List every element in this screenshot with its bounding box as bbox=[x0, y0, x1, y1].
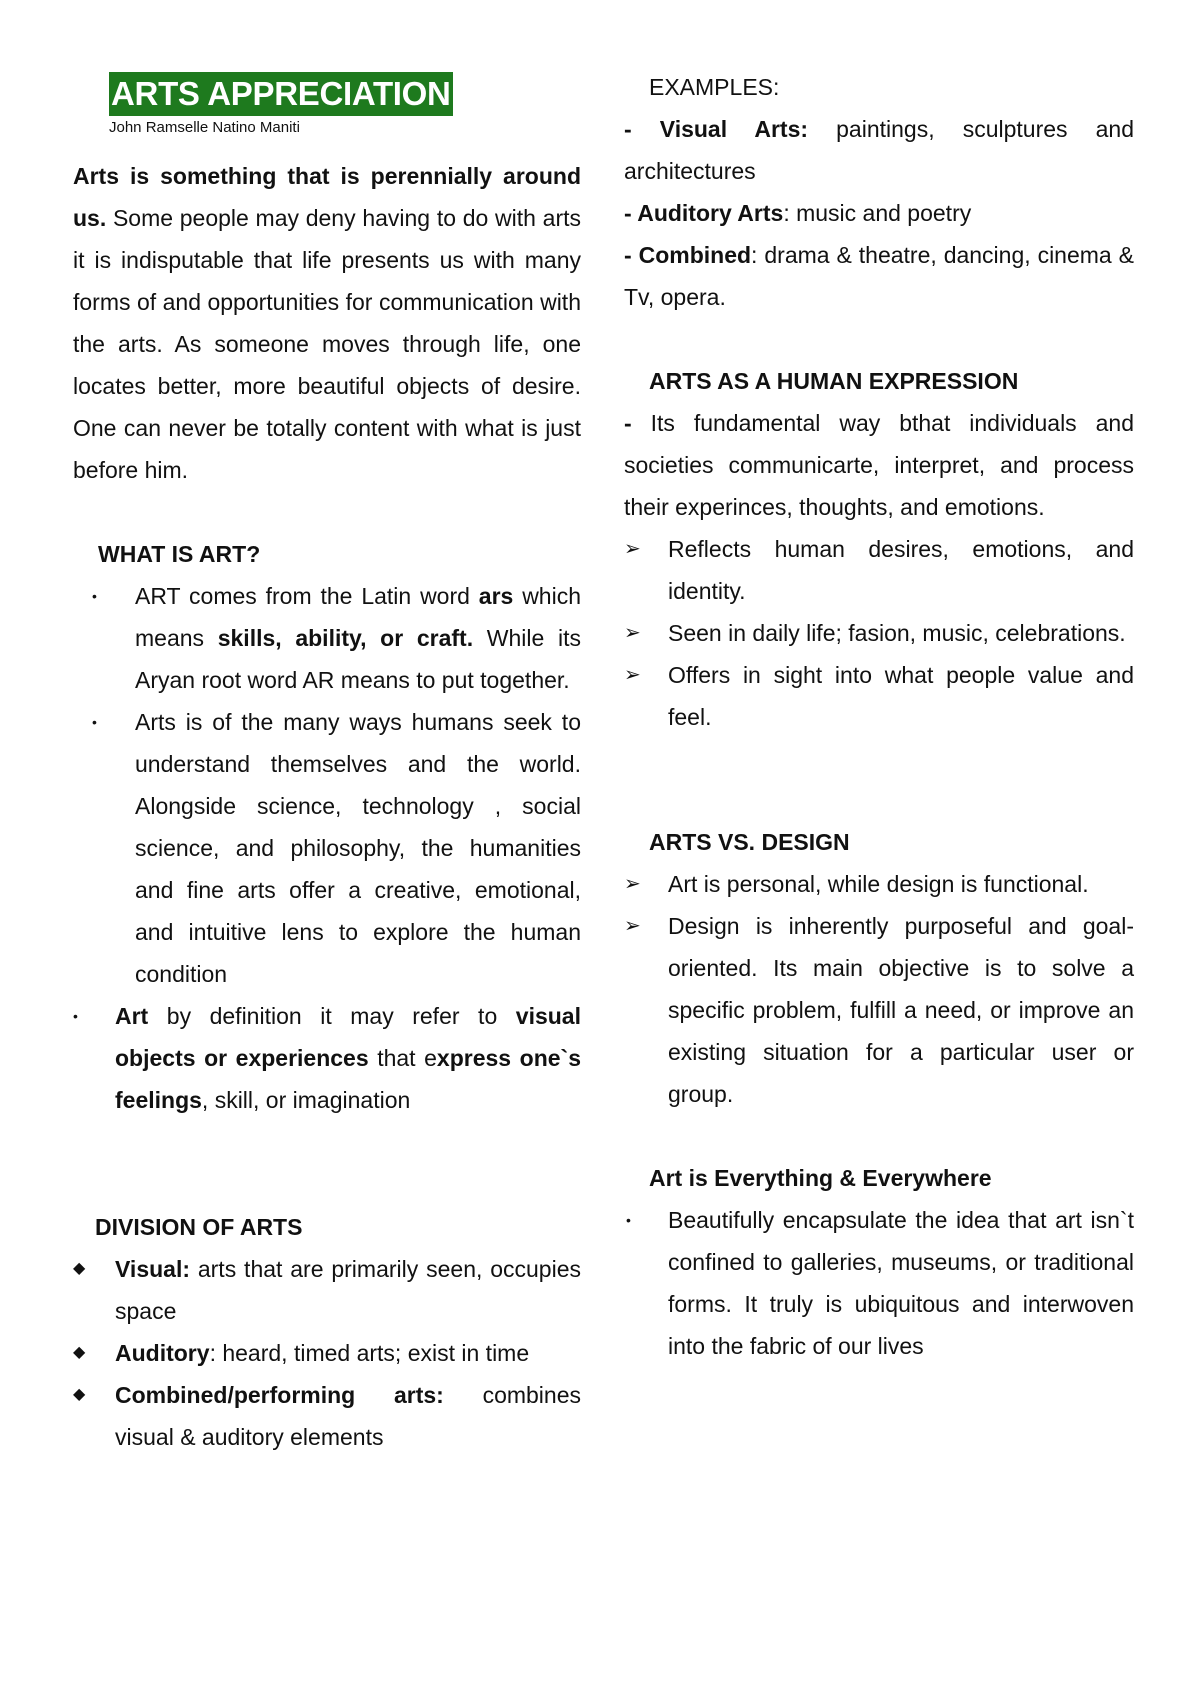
arrowhead-bullet-icon: ➢ bbox=[624, 664, 641, 686]
list-item: ➢ Reflects human desires, emotions, and identity. bbox=[624, 528, 1134, 612]
division-list bbox=[73, 1248, 581, 1458]
list-item: ➢ Seen in daily life; fasion, music, celebrations. bbox=[624, 612, 1134, 654]
human-expression-intro: - Its fundamental way bthat individuals and societies communicarte, interpret, and process their experinces, thoughts, and emotions. bbox=[624, 410, 1134, 520]
examples-list bbox=[624, 108, 1134, 318]
list-item: • Beautifully encapsulate the idea that art isn`t confined to galleries, museums, or traditional forms. It truly is ubiquitous and interwoven into the fabric of our lives bbox=[624, 1199, 1134, 1367]
arrowhead-bullet-icon: ➢ bbox=[624, 873, 641, 895]
list-item: ◆ Combined/performing arts: combines visual & auditory elements bbox=[73, 1374, 581, 1458]
arrowhead-bullet-icon: ➢ bbox=[624, 915, 641, 937]
list-item: ➢ Design is inherently purposeful and goal-oriented. Its main objective is to solve a specific problem, fulfill a need, or improve an existing situation for a particular user or group. bbox=[624, 905, 1134, 1115]
list-item: • Arts is of the many ways humans seek to understand themselves and the world. Alongside science, technology , social science, and philosophy, the humanities and fine arts offer a creative, emotional, and intuitive lens to explore the human condition bbox=[73, 701, 581, 995]
division-heading: DIVISION OF ARTS bbox=[95, 1214, 303, 1240]
list-item: - Combined: drama & theatre, dancing, cinema & Tv, opera. bbox=[624, 242, 1134, 310]
what-is-art-heading: WHAT IS ART? bbox=[98, 541, 261, 567]
human-expression-list bbox=[624, 528, 1134, 738]
arts-vs-design-list bbox=[624, 863, 1134, 1115]
everywhere-list bbox=[624, 1199, 1134, 1367]
list-item: - Visual Arts: paintings, sculptures and architectures bbox=[624, 116, 1134, 184]
title-block bbox=[109, 72, 453, 138]
list-item: ◆ Auditory: heard, timed arts; exist in time bbox=[73, 1332, 581, 1374]
small-bullet-icon: • bbox=[73, 1008, 78, 1024]
small-bullet-icon: • bbox=[626, 1212, 631, 1228]
arrowhead-bullet-icon: ➢ bbox=[624, 622, 641, 644]
diamond-bullet-icon: ◆ bbox=[73, 1344, 86, 1361]
list-item: ➢ Offers in sight into what people value and feel. bbox=[624, 654, 1134, 738]
list-item: • ART comes from the Latin word ars which means skills, ability, or craft. While its Aryan root word AR means to put together. bbox=[73, 575, 581, 701]
list-item: ➢ Art is personal, while design is functional. bbox=[624, 863, 1134, 905]
arrowhead-bullet-icon: ➢ bbox=[624, 538, 641, 560]
intro-bold-lead: Arts is something that is perennially around us. bbox=[73, 163, 581, 231]
list-item: • Art by definition it may refer to visual objects or experiences that express one`s feelings, skill, or imagination bbox=[73, 995, 581, 1121]
everywhere-heading: Art is Everything & Everywhere bbox=[649, 1165, 992, 1191]
arts-vs-design-heading: ARTS VS. DESIGN bbox=[649, 829, 850, 855]
human-expression-heading: ARTS AS A HUMAN EXPRESSION bbox=[649, 368, 1019, 394]
small-bullet-icon: • bbox=[92, 588, 97, 604]
diamond-bullet-icon: ◆ bbox=[73, 1386, 86, 1403]
small-bullet-icon: • bbox=[92, 714, 97, 730]
examples-heading: EXAMPLES: bbox=[649, 74, 780, 100]
list-item: - Auditory Arts: music and poetry bbox=[624, 200, 972, 226]
document-author: John Ramselle Natino Maniti bbox=[109, 119, 300, 136]
intro-paragraph bbox=[73, 155, 581, 491]
diamond-bullet-icon: ◆ bbox=[73, 1260, 86, 1277]
what-is-art-list bbox=[73, 575, 581, 1121]
document-title: ARTS APPRECIATION bbox=[109, 72, 453, 116]
list-item: ◆ Visual: arts that are primarily seen, occupies space bbox=[73, 1248, 581, 1332]
intro-text: Some people may deny having to do with arts it is indisputable that life presents us with many forms of and opportunities for communication with the arts. As someone moves through life, one locates better, more beautiful objects of desire. One can never be totally content with what is just before him. bbox=[73, 205, 581, 483]
